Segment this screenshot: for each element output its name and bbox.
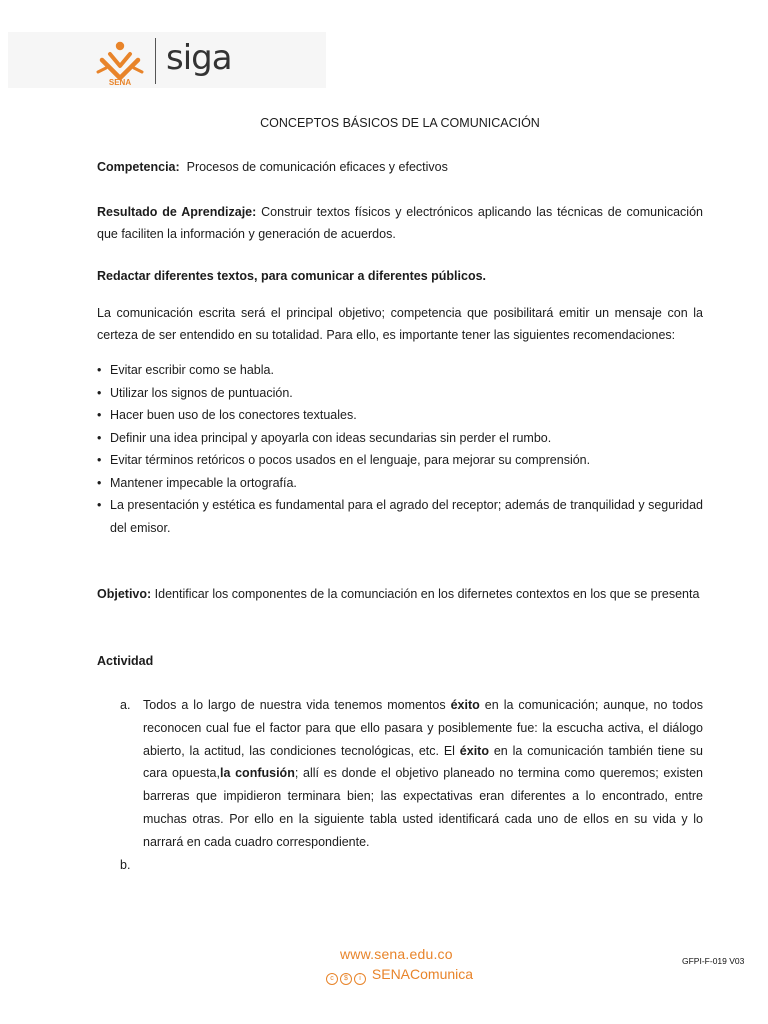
list-item bbox=[97, 404, 703, 427]
bullet-icon: • bbox=[97, 408, 102, 422]
bullet-icon: • bbox=[97, 385, 102, 400]
resultado-label: Resultado de Aprendizaje: bbox=[97, 205, 257, 219]
section-subheading-text: Redactar diferentes textos, para comunicar a diferentes públicos. bbox=[97, 269, 487, 283]
list-item bbox=[97, 382, 703, 405]
siga-logo: siga bbox=[166, 38, 232, 78]
list-item-text: Hacer buen uso de los conectores textuales. bbox=[110, 408, 357, 422]
bullet-icon: • bbox=[97, 475, 102, 490]
actividad-heading bbox=[97, 650, 703, 672]
objetivo-line bbox=[97, 583, 703, 605]
competencia-line bbox=[97, 156, 703, 178]
list-item-text: Evitar términos retóricos o pocos usados en el lenguaje, para mejorar su comprensión. bbox=[110, 453, 591, 467]
actividad-heading-text: Actividad bbox=[97, 654, 154, 668]
recommendations-list bbox=[97, 359, 703, 539]
list-item-text: Mantener impecable la ortografía. bbox=[110, 475, 297, 490]
resultado-paragraph bbox=[97, 201, 703, 245]
bullet-icon: • bbox=[97, 498, 102, 512]
list-item-text: Utilizar los signos de puntuación. bbox=[110, 385, 293, 400]
activity-emphasis: éxito bbox=[450, 698, 480, 712]
list-item bbox=[97, 449, 703, 472]
bullet-icon: • bbox=[97, 363, 102, 377]
objetivo-label: Objetivo: bbox=[97, 587, 152, 601]
list-item-text: Definir una idea principal y apoyarla con ideas secundarias sin perder el rumbo. bbox=[110, 430, 552, 445]
activity-list bbox=[97, 694, 703, 876]
footer-website-link[interactable]: www.sena.edu.co bbox=[340, 946, 453, 962]
activity-text: ; allí es donde el objetivo planeado no termina como queremos; existen barreras que impidieron terminara bien; las expectativas eran diferentes a lo encontrado, entre muchas otras. Por ello en la siguiente tabla usted identificará cada uno de ellos en su vida y lo narrará en cada cuadro correspondiente. bbox=[143, 766, 703, 849]
logo-divider bbox=[155, 38, 156, 84]
activity-emphasis: la confusión bbox=[219, 766, 295, 781]
activity-marker: b. bbox=[120, 857, 131, 872]
activity-marker: a. bbox=[120, 698, 131, 712]
objetivo-text: Identificar los componentes de la comunciación en los difernetes contextos en los que se presenta bbox=[154, 587, 700, 601]
list-item bbox=[97, 427, 703, 450]
list-item bbox=[97, 359, 703, 382]
attribution-icon: i bbox=[354, 973, 366, 985]
bullet-icon: • bbox=[97, 430, 102, 445]
competencia-text: Procesos de comunicación eficaces y efectivos bbox=[186, 160, 448, 174]
resultado-text: Construir textos físicos y electrónicos aplicando las técnicas de comunicación que faciliten la información y generación de acuerdos. bbox=[97, 205, 703, 241]
activity-text: en la comunicación; aunque, no todos reconocen cual fue el factor para que ello pasara y posiblemente fue: la escucha activa, el diálogo abierto, la actitud, las condiciones tecnológicas, etc. El bbox=[143, 698, 703, 758]
competencia-label: Competencia: bbox=[97, 160, 180, 174]
activity-text: en la comunicación también tiene su cara opuesta, bbox=[143, 743, 703, 781]
sena-logo-text: SENA bbox=[108, 78, 132, 86]
cc-icon: c bbox=[326, 973, 338, 985]
activity-text: Todos a lo largo de nuestra vida tenemos momentos bbox=[143, 698, 446, 712]
activity-emphasis: éxito bbox=[459, 743, 489, 758]
activity-item-b bbox=[97, 854, 703, 877]
intro-paragraph: La comunicación escrita será el principal objetivo; competencia que posibilitará emitir un mensaje con la certeza de ser entendido en su totalidad. Para ello, es importante tener las siguientes recomendaciones: bbox=[97, 306, 703, 342]
bullet-icon: • bbox=[97, 453, 102, 467]
footer-social bbox=[326, 966, 473, 985]
list-item bbox=[97, 494, 703, 539]
section-subheading bbox=[97, 265, 703, 287]
list-item-text: La presentación y estética es fundamental para el agrado del receptor; además de tranquilidad y seguridad del emisor. bbox=[110, 498, 703, 535]
list-item-text: Evitar escribir como se habla. bbox=[110, 363, 274, 377]
list-item bbox=[97, 472, 703, 495]
activity-item-a bbox=[97, 694, 703, 854]
sena-logo-icon bbox=[96, 38, 144, 86]
document-title: CONCEPTOS BÁSICOS DE LA COMUNICACIÓN bbox=[260, 116, 540, 130]
social-handle: SENAComunica bbox=[371, 966, 474, 982]
form-code: GFPI-F-019 V03 bbox=[682, 956, 745, 966]
noncommercial-icon: $ bbox=[340, 973, 352, 985]
